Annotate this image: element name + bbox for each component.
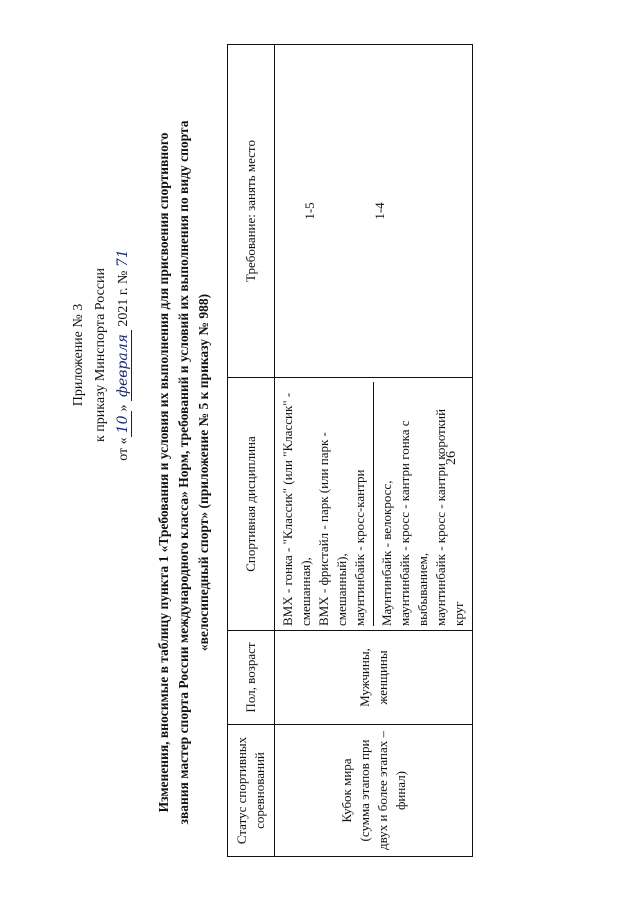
order-number: 71 [115,249,131,268]
title-line3: «велосипедный спорт» (приложение № 5 к приказу № 988) [196,293,211,652]
date-from: от « [116,437,131,461]
discipline-item: BMX - гонка - "Классик" (или "Классик" - смешанная), [280,392,313,626]
discipline-item: маунтинбайк - кросс - кантри короткий круг [433,408,466,626]
date-month: февраля [115,330,132,401]
title-line2: звания мастер спорта России международного класса» Норм, требований и условий их выполнения по виду спорта [176,120,191,825]
header-place: Требование: занять место [228,45,275,378]
appendix-block [68,225,135,485]
appendix-line1: Приложение № 3 [71,303,86,407]
discipline-item: маунтинбайк - кросс - кантри гонка с выбыванием, [397,420,430,626]
table-row [275,45,473,857]
discipline-item: Маунтинбайк - велокросс, [379,480,394,626]
date-day: 10 [115,412,132,438]
date-year: 2021 г. № [116,270,131,327]
place-group-2: 1-4 [372,202,387,220]
appendix-line2: к приказу Минспорта России [93,268,108,442]
place-group-1: 1-5 [302,202,317,220]
discipline-group-2 [373,382,468,626]
title-line1: Изменения, вносимые в таблицу пункта 1 «Требования и условия их выполнения для присвоения спортивного [156,132,171,813]
status-note: (сумма этапов при двух и более этапах – финал) [356,731,408,850]
discipline-item: BMX - фристайл - парк (или парк - смешанный), [316,432,349,626]
requirements-table [227,44,473,857]
header-status: Статус спортивных соревнований [228,725,275,857]
date-sep: » [116,404,131,412]
cell-status [275,725,473,857]
table-header-row [228,45,275,857]
header-discipline: Спортивная дисциплина [228,378,275,631]
cell-disciplines [275,378,473,631]
cell-places [275,45,473,378]
appendix-date-line [112,225,135,485]
page-number: 26 [444,451,459,465]
cell-gender: Мужчины, женщины [275,631,473,725]
status-name: Кубок мира [338,758,354,823]
discipline-item: маунтинбайк - кросс-кантри [352,469,367,626]
discipline-group-1 [279,382,369,626]
document-title [154,100,214,845]
header-gender-age: Пол, возраст [228,631,275,725]
